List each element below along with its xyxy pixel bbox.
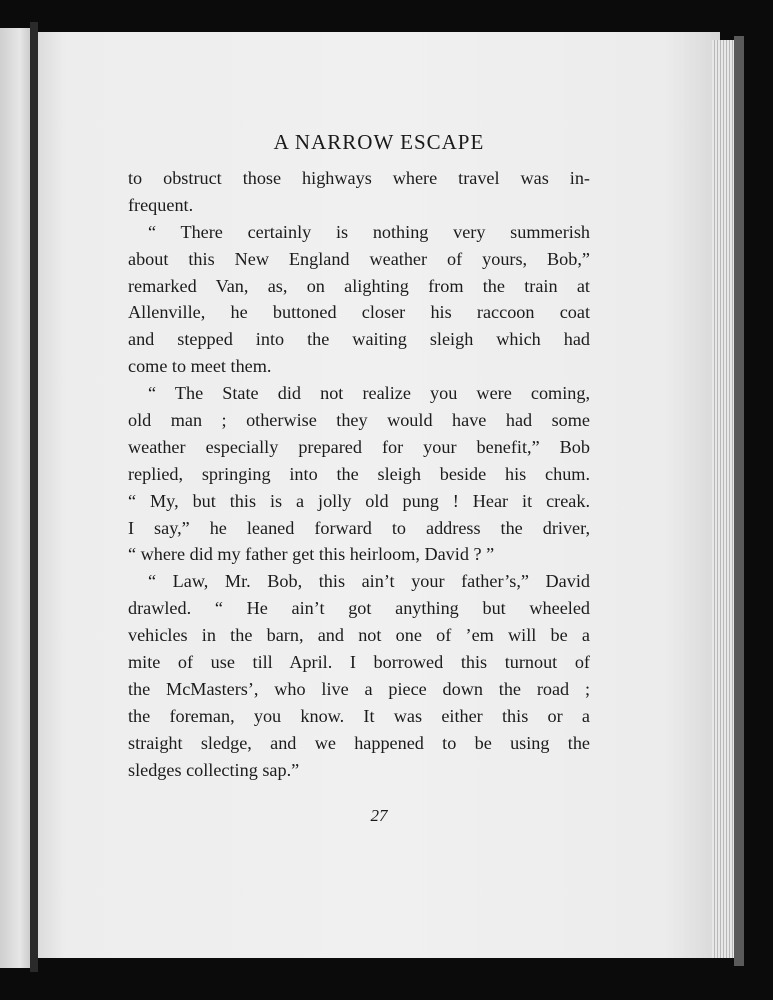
text-line: I say,” he leaned forward to address the driver,	[128, 517, 590, 538]
text-line: the foreman, you know. It was either this or a	[128, 705, 590, 726]
running-head: A NARROW ESCAPE	[273, 130, 485, 154]
text-line: old man ; otherwise they would have had some	[128, 410, 590, 431]
text-line: about this New England weather of yours, Bob,”	[128, 248, 590, 269]
text-line: “ My, but this is a jolly old pung ! Hear it creak.	[128, 490, 590, 511]
text-line: replied, springing into the sleigh beside his chum.	[128, 463, 590, 484]
cover-edge	[734, 36, 744, 966]
text-line: remarked Van, as, on alighting from the train at	[128, 275, 590, 296]
binding-gutter	[30, 22, 38, 972]
text-line: straight sledge, and we happened to be using the	[128, 732, 590, 753]
text-line: the McMasters’, who live a piece down the road ;	[128, 678, 590, 699]
text-line: sledges collecting sap.”	[128, 759, 300, 780]
text-line: “ The State did not realize you were coming,	[148, 383, 590, 404]
text-line: mite of use till April. I borrowed this turnout of	[128, 652, 590, 673]
text-line: “ where did my father get this heirloom, David ? ”	[128, 544, 495, 565]
text-line: “ There certainly is nothing very summerish	[148, 221, 590, 242]
text-line: weather especially prepared for your benefit,” Bob	[128, 436, 590, 457]
text-line: vehicles in the barn, and not one of ’em will be a	[128, 625, 590, 646]
body-text	[128, 165, 590, 783]
page-number: 27	[370, 806, 388, 825]
text-line: to obstruct those highways where travel was in-	[128, 168, 590, 188]
text-line: “ Law, Mr. Bob, this ain’t your father’s,” David	[148, 571, 590, 592]
text-line: come to meet them.	[128, 356, 272, 377]
text-line: and stepped into the waiting sleigh which had	[128, 329, 590, 350]
text-line: drawled. “ He ain’t got anything but wheeled	[128, 598, 590, 619]
text-line: frequent.	[128, 194, 194, 215]
text-line: Allenville, he buttoned closer his raccoon coat	[128, 302, 590, 323]
